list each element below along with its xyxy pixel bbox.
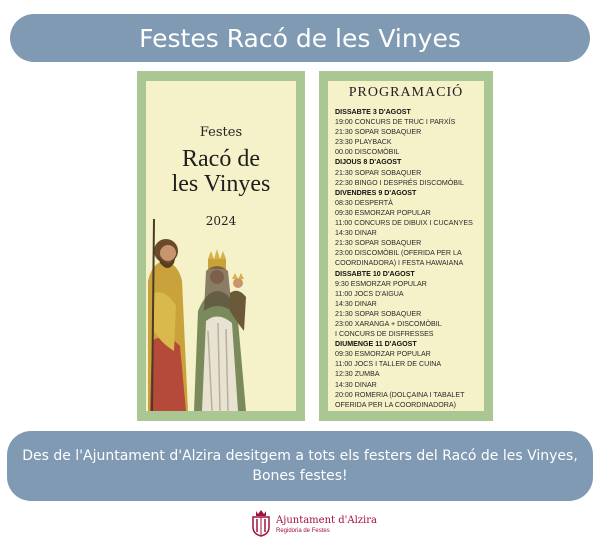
greeting-line1: Des de l'Ajuntament d'Alzira desitgem a tots els festers del Racó de les Vinyes,	[22, 448, 578, 464]
programme-event: COORDINADORA) I FESTA HAWAIANA	[335, 259, 464, 268]
programme-event: 09:30 ESMORZAR POPULAR	[335, 208, 431, 217]
footer-name: Ajuntament d'Alzira	[276, 515, 378, 526]
programme-event: 14:30 DINAR	[335, 299, 377, 308]
greeting-line2: Bones festes!	[252, 468, 348, 484]
programme-event: 23:00 DISCOMÒBIL (OFERIDA PER LA	[335, 249, 462, 258]
programme-event: 21:30 SOPAR SOBAQUER	[335, 168, 422, 177]
programme-event: 14:30 DINAR	[335, 229, 377, 238]
programme-event: 11:00 JOCS I TALLER DE CUINA	[335, 360, 442, 369]
saints-illustration	[146, 211, 296, 411]
programme-event: 11:00 JOCS D'AIGUA	[335, 289, 404, 298]
programme-event: 11:00 CONCURS DE DIBUIX I CUCANYES	[335, 219, 473, 228]
programme-event: OFERIDA PER LA COORDINADORA)	[335, 400, 457, 409]
programme-list	[335, 107, 481, 410]
programme-day-heading: DIJOUS 8 D'AGOST	[335, 158, 402, 167]
footer-subtitle: Regidoria de Festes	[276, 528, 330, 534]
programme-event: 21:30 SOPAR SOBAQUER	[335, 309, 422, 318]
poster-title	[146, 147, 296, 197]
programme-event: 20:00 ROMERIA (DOLÇAINA I TABALET	[335, 390, 465, 399]
programme-day-heading: DISSABTE 10 D'AGOST	[335, 269, 415, 278]
programme-card	[319, 71, 493, 421]
programme-event: 23:30 PLAYBACK	[335, 138, 392, 147]
poster-festes-label: Festes	[199, 125, 243, 140]
programme-inner	[328, 81, 484, 411]
coat-of-arms-icon	[250, 509, 272, 537]
page-title: Festes Racó de les Vinyes	[10, 14, 590, 62]
poster-title-line2: les Vinyes	[171, 171, 271, 197]
poster-title-line1: Racó de	[182, 146, 260, 172]
programme-event: 23:00 XARANGA + DISCOMÒBIL	[335, 319, 442, 328]
programme-event: 22:30 BINGO I DESPRÉS DISCOMÒBIL	[335, 178, 464, 187]
programme-day-heading: DIVENDRES 9 D'AGOST	[335, 188, 417, 197]
programme-event: I CONCURS DE DISFRESSES	[335, 330, 434, 339]
programme-event: 09:30 ESMORZAR POPULAR	[335, 350, 431, 359]
programme-event: 00.00 DISCOMÒBIL	[335, 148, 400, 157]
greeting-banner	[7, 431, 593, 501]
programme-event: 19:00 CONCURS DE TRUC I PARXÍS	[335, 118, 456, 127]
programme-event: 14:30 DINAR	[335, 380, 377, 389]
programme-event: 12:30 ZUMBA	[335, 370, 380, 379]
festival-poster	[137, 71, 305, 421]
poster-inner	[146, 81, 296, 411]
programme-event: 21:30 SOPAR SOBAQUER	[335, 239, 422, 248]
footer-branding	[250, 509, 378, 539]
programme-event: 08:30 DESPERTÀ	[335, 198, 393, 207]
programme-event: 21:30 SOPAR SOBAQUER	[335, 128, 422, 137]
programme-event: 9:30 ESMORZAR POPULAR	[335, 279, 427, 288]
poster-year: 2024	[205, 214, 237, 228]
programme-day-heading: DISSABTE 3 D'AGOST	[335, 108, 411, 116]
programme-heading: PROGRAMACIÓ	[348, 85, 464, 100]
programme-day-heading: DIUMENGE 11 D'AGOST	[335, 340, 417, 349]
